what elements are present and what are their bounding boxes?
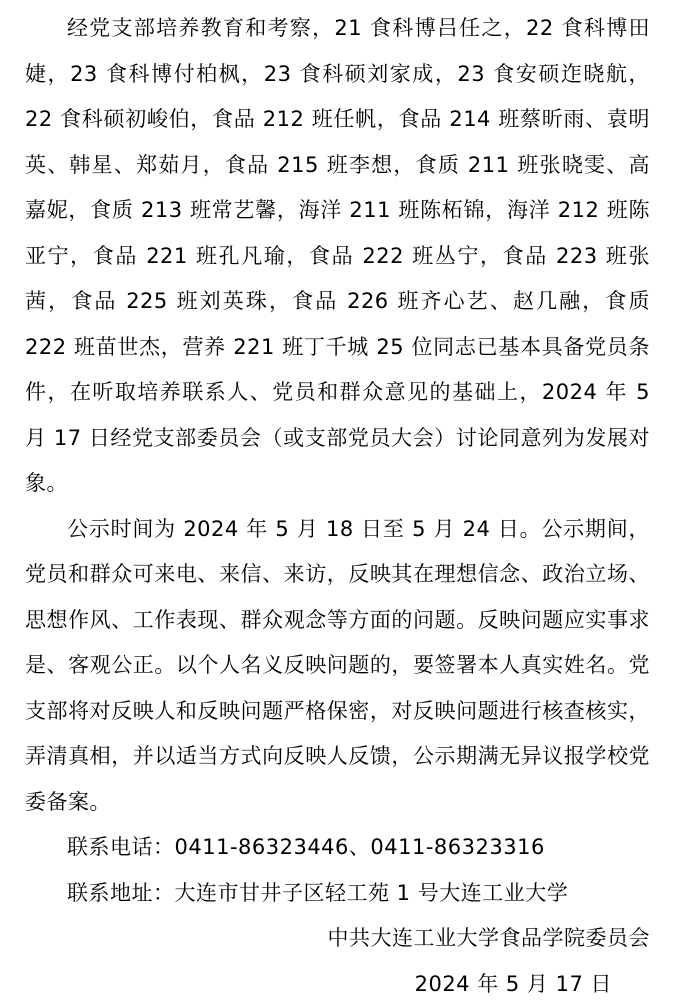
body-paragraph-candidates: 经党支部培养教育和考察，21 食科博吕任之，22 食科博田婕，23 食科博付柏枫，23 食科硕刘家成，23 食安硕迮晓航，22 食科硕初峻伯，食品 212 班任帆，食品 214 班蔡昕雨、袁明英、韩星、郑茹月，食品 215 班李想，食质 211 班张晓雯、高嘉妮，食质 213 班常艺馨，海洋 211 班陈柘锦，海洋 212 班陈亚宁，食品 221 班孔凡瑜，食品 222 班丛宁，食品 223 班张茜，食品 225 班刘英珠，食品 226 班齐心艺、赵几融，食质 222 班苗世杰，营养 221 班丁千城 25 位同志已基本具备党员条件，在听取培养联系人、党员和群众意见的基础上，2024 年 5 月 17 日经党支部委员会（或支部党员大会）讨论同意列为发展对象。: [25, 6, 650, 507]
body-paragraph-publicity-period: 公示时间为 2024 年 5 月 18 日至 5 月 24 日。公示期间，党员和群众可来电、来信、来访，反映其在理想信念、政治立场、思想作风、工作表现、群众观念等方面的问题。反映问题应实事求是、客观公正。以个人名义反映问题的，要签署本人真实姓名。党支部将对反映人和反映问题严格保密，对反映问题进行核查核实，弄清真相，并以适当方式向反映人反馈，公示期满无异议报学校党委备案。: [25, 507, 650, 826]
signature-committee-name: 中共大连工业大学食品学院委员会: [25, 916, 650, 962]
contact-phone-line: 联系电话：0411-86323446、0411-86323316: [25, 825, 650, 871]
contact-address-line: 联系地址：大连市甘井子区轻工苑 1 号大连工业大学: [25, 871, 650, 917]
signature-date: 2024 年 5 月 17 日: [25, 962, 650, 1007]
